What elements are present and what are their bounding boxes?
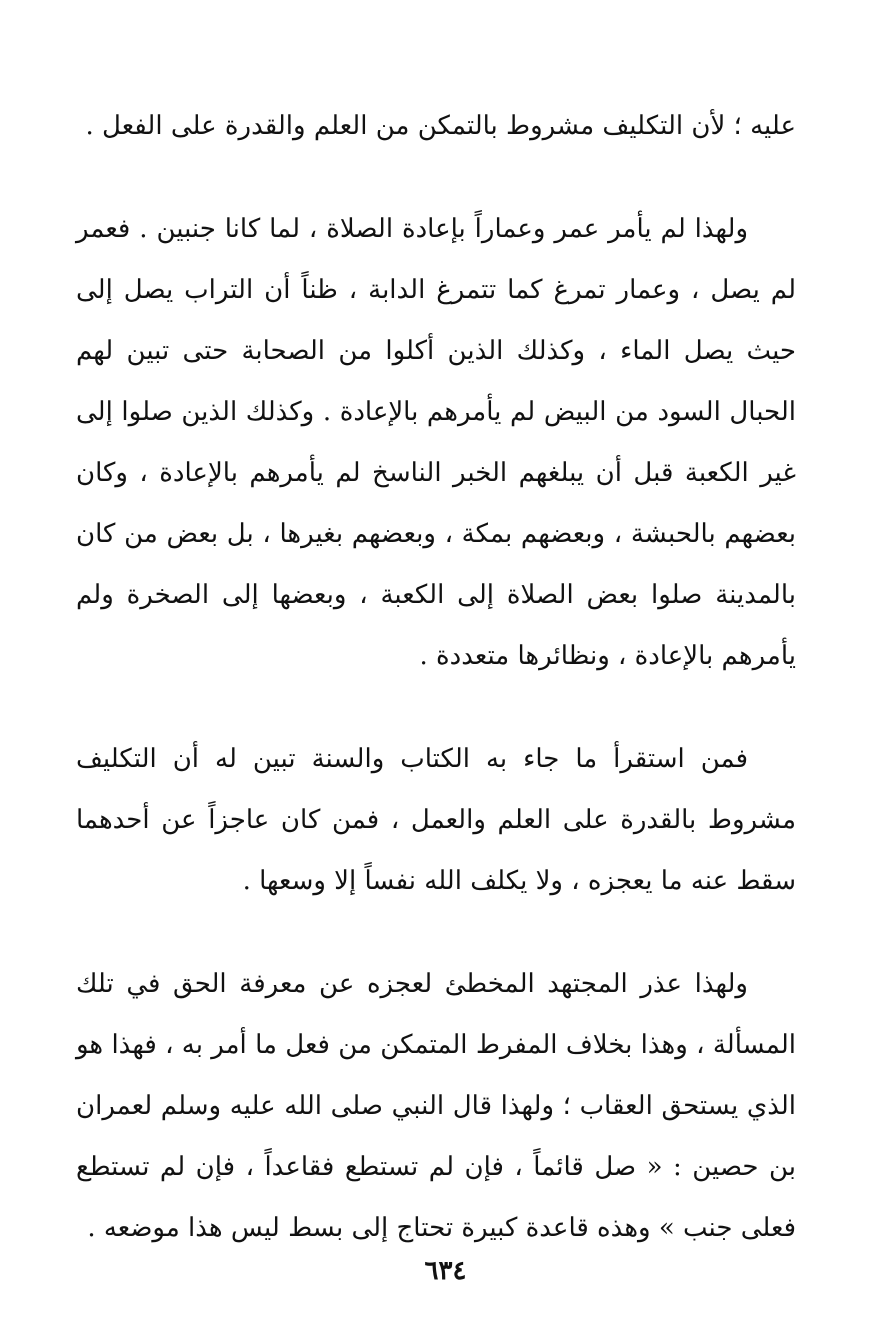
page-number: ٦٣٤ (424, 1256, 467, 1286)
page-body (76, 96, 796, 1259)
paragraph-2: ولهذا لم يأمر عمر وعماراً بإعادة الصلاة ، لما كانا جنبين . فعمر لم يصل ، وعمار تمرغ كما تتمرغ الدابة ، ظناً أن التراب يصل إلى حيث يصل الماء ، وكذلك الذين أكلوا من الصحابة حتى تبين لهم الحبال السود من البيض لم يأمرهم بالإعادة . وكذلك الذين صلوا إلى غير الكعبة قبل أن يبلغهم الخبر الناسخ لم يأمرهم بالإعادة ، وكان بعضهم بالحبشة ، وبعضهم بمكة ، وبعضهم بغيرها ، بل بعض من كان بالمدينة صلوا بعض الصلاة إلى الكعبة ، وبعضها إلى الصخرة ولم يأمرهم بالإعادة ، ونظائرها متعددة . (76, 214, 796, 671)
paragraph-3: فمن استقرأ ما جاء به الكتاب والسنة تبين له أن التكليف مشروط بالقدرة على العلم والعمل ، فمن كان عاجزاً عن أحدهما سقط عنه ما يعجزه ، ولا يكلف الله نفساً إلا وسعها . (76, 744, 796, 896)
paragraph-4: ولهذا عذر المجتهد المخطئ لعجزه عن معرفة الحق في تلك المسألة ، وهذا بخلاف المفرط المتمكن من فعل ما أمر به ، فهذا هو الذي يستحق العقاب ؛ ولهذا قال النبي صلى الله عليه وسلم لعمران بن حصين : « صل قائماً ، فإن لم تستطع فقاعداً ، فإن لم تستطع فعلى جنب » وهذه قاعدة كبيرة تحتاج إلى بسط ليس هذا موضعه . (76, 969, 796, 1243)
paragraph-1: عليه ؛ لأن التكليف مشروط بالتمكن من العلم والقدرة على الفعل . (85, 111, 796, 141)
